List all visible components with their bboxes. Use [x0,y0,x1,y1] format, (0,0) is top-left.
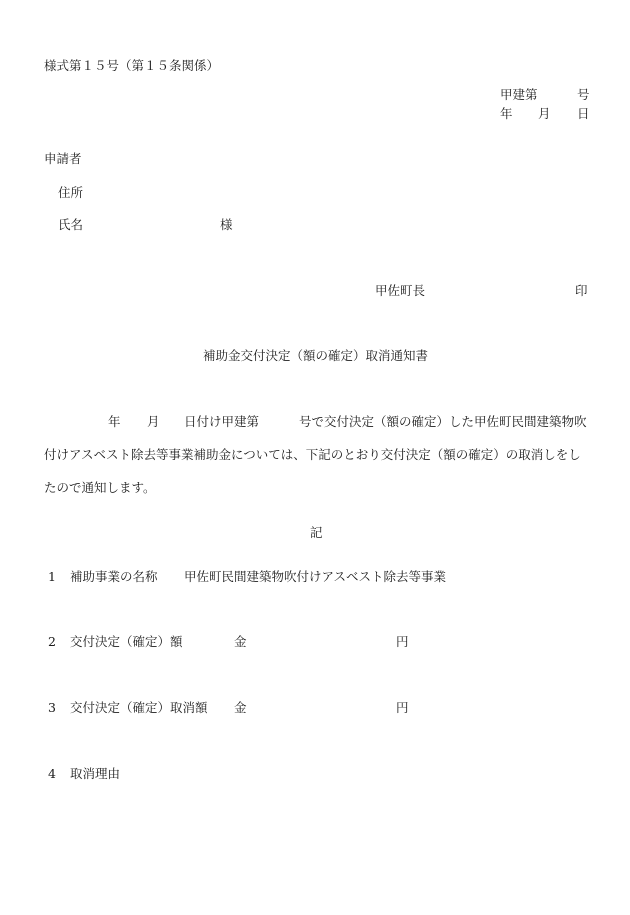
item-1-label: 補助事業の名称 [70,569,158,584]
item-2-currency: 金 [234,634,247,649]
doc-number-suffix: 号 [577,87,590,102]
item-2-unit: 円 [396,634,409,649]
body-year: 年 [108,414,121,429]
item-1-value: 甲佐町民間建築物吹付けアスベスト除去等事業 [184,569,447,584]
item-4-number: 4 [48,766,56,781]
address-label: 住所 [58,185,84,200]
form-number: 様式第１５号（第１５条関係） [44,58,220,73]
item-3-number: 3 [48,700,56,715]
issuer-title: 甲佐町長 [375,283,426,298]
body-reference: 日付け甲建第 [184,414,260,429]
item-3-unit: 円 [396,700,409,715]
date-year: 年 [500,106,513,121]
item-4-label: 取消理由 [70,766,121,781]
applicant-heading: 申請者 [44,151,82,166]
item-3-label: 交付決定（確定）取消額 [70,700,208,715]
body-line3: たので通知します。 [44,480,156,495]
item-1-number: 1 [48,569,56,584]
doc-number-prefix: 甲建第 [500,87,538,102]
date-month: 月 [538,106,551,121]
ki-marker: 記 [310,525,323,540]
item-2-number: 2 [48,634,56,649]
body-line1-rest: 号で交付決定（額の確定）した甲佐町民間建築物吹 [299,414,587,429]
name-label: 氏名 [58,217,84,232]
item-3-currency: 金 [234,700,247,715]
seal-mark: 印 [575,283,588,298]
document-title: 補助金交付決定（額の確定）取消通知書 [203,348,429,363]
honorific: 様 [220,217,233,232]
date-day: 日 [577,106,590,121]
body-month: 月 [147,414,160,429]
item-2-label: 交付決定（確定）額 [70,634,183,649]
body-line2: 付けアスベスト除去等事業補助金については、下記のとおり交付決定（額の確定）の取消しをし [44,447,581,462]
